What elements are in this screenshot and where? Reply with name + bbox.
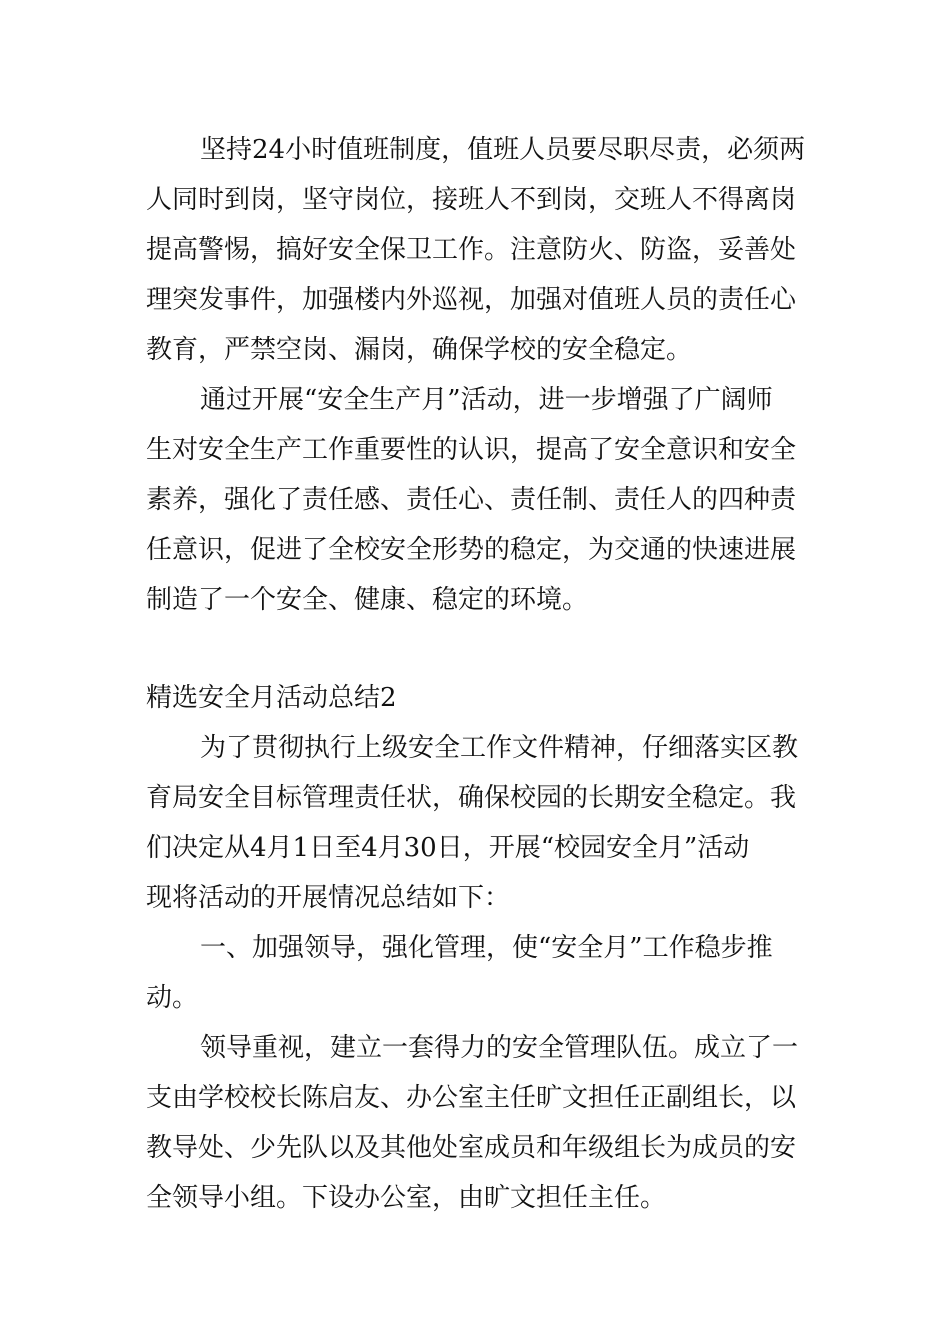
text-line: 全领导小组。下设办公室，由旷文担任主任。 bbox=[146, 1183, 667, 1213]
section-title: 精选安全月活动总结2 bbox=[146, 683, 397, 713]
text-line: 支由学校校长陈启友、办公室主任旷文担任正副组长，以 bbox=[146, 1083, 797, 1113]
text-line: 动。 bbox=[146, 983, 199, 1013]
text-line: 领导重视，建立一套得力的安全管理队伍。成立了一 bbox=[200, 1033, 799, 1063]
text-line: 理突发事件，加强楼内外巡视，加强对值班人员的责任心 bbox=[146, 285, 797, 315]
text-line: 素养，强化了责任感、责任心、责任制、责任人的四种责 bbox=[146, 485, 797, 515]
text-line: 一、加强领导，强化管理，使“安全月”工作稳步推 bbox=[200, 933, 773, 963]
text-line: 提高警惕，搞好安全保卫工作。注意防火、防盗，妥善处 bbox=[146, 235, 797, 265]
text-line: 为了贯彻执行上级安全工作文件精神，仔细落实区教 bbox=[200, 733, 799, 763]
text-line: 人同时到岗，坚守岗位，接班人不到岗，交班人不得离岗 bbox=[146, 185, 797, 215]
text-line: 教育，严禁空岗、漏岗，确保学校的安全稳定。 bbox=[146, 335, 693, 365]
text-line: 生对安全生产工作重要性的认识，提高了安全意识和安全 bbox=[146, 435, 797, 465]
text-line: 通过开展“安全生产月”活动，进一步增强了广阔师 bbox=[200, 385, 773, 415]
text-line: 教导处、少先队以及其他处室成员和年级组长为成员的安 bbox=[146, 1133, 797, 1163]
text-line: 现将活动的开展情况总结如下： bbox=[146, 883, 511, 913]
text-line: 坚持24小时值班制度，值班人员要尽职尽责，必须两 bbox=[200, 135, 806, 165]
text-line: 制造了一个安全、健康、稳定的环境。 bbox=[146, 585, 589, 615]
text-line: 育局安全目标管理责任状，确保校园的长期安全稳定。我 bbox=[146, 783, 797, 813]
text-line: 们决定从4月1日至4月30日，开展“校园安全月”活动 bbox=[146, 833, 750, 863]
text-line: 任意识，促进了全校安全形势的稳定，为交通的快速进展 bbox=[146, 535, 797, 565]
